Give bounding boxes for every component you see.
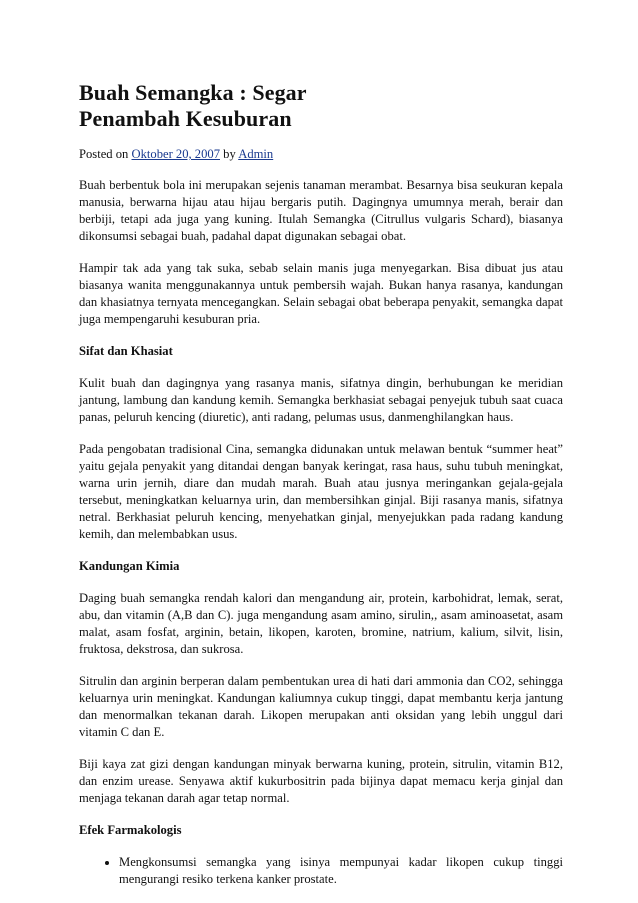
author-link[interactable]: Admin [238,147,274,161]
by-label: by [223,147,236,161]
posted-on-label: Posted on [79,147,129,161]
title-line-1: Buah Semangka : Segar [79,80,307,105]
section-heading-efek: Efek Farmakologis [79,823,182,837]
kandungan-paragraph-3: Biji kaya zat gizi dengan kandungan minyak berwarna kuning, protein, sitrulin, vitamin B12, dan enzim urease. Senyawa aktif kukurbositrin pada bijinya dapat memacu kerja ginjal dan menjaga tekanan darah agar tetap normal. [79,757,563,805]
efek-list [79,854,563,888]
section-heading-sifat: Sifat dan Khasiat [79,344,173,358]
intro-paragraph-1: Buah berbentuk bola ini merupakan sejenis tanaman merambat. Besarnya bisa seukuran kepala manusia, berwarna hijau atau hijau bergaris putih. Dagingnya umumnya merah, berair dan berbiji, tetapi ada juga yang kuning. Itulah Semangka (Citrullus vulgaris Schard), biasanya dikonsumsi sebagai buah, padahal dapat digunakan sebagai obat. [79,178,563,243]
kandungan-paragraph-1: Daging buah semangka rendah kalori dan mengandung air, protein, karbohidrat, lemak, serat, abu, dan vitamin (A,B dan C). juga mengandung asam amino, sirulin,, asam aminoasetat, asam malat, asam fosfat, arginin, betain, likopen, karoten, bromine, natrium, kalium, silvit, lisin, fruktosa, dekstrosa, dan sukrosa. [79,591,563,656]
kandungan-paragraph-2: Sitrulin dan arginin berperan dalam pembentukan urea di hati dari ammonia dan CO2, sehingga keluarnya urin meningkat. Kandungan kaliumnya cukup tinggi, dapat membantu kerja jantung dan menormalkan tekanan darah. Likopen merupakan anti oksidan yang lebih unggul dari vitamin C dan E. [79,674,563,739]
section-heading-kandungan: Kandungan Kimia [79,559,180,573]
article-title [79,80,563,132]
post-meta [79,146,563,163]
title-line-2: Penambah Kesuburan [79,106,292,131]
post-date-link[interactable]: Oktober 20, 2007 [131,147,220,161]
article [79,80,563,888]
list-item: • Mengkonsumsi semangka yang isinya mempunyai kadar likopen cukup tinggi mengurangi resiko terkena kanker prostate. [119,854,563,888]
intro-paragraph-2: Hampir tak ada yang tak suka, sebab selain manis juga menyegarkan. Bisa dibuat jus atau biasanya wanita menggunakannya untuk pembersih wajah. Bukan hanya rasanya, kandungan dan khasiatnya ternyata mencegangkan. Selain sebagai obat beberapa penyakit, semangka dapat juga mempengaruhi kesuburan pria. [79,261,563,326]
sifat-paragraph-1: Kulit buah dan dagingnya yang rasanya manis, sifatnya dingin, berhubungan ke meridian jantung, lambung dan kandung kemih. Semangka berkhasiat sebagai penyejuk tubuh saat cuaca panas, peluruh kencing (diuretic), anti radang, pelumas usus, danmenghilangkan haus. [79,376,563,424]
sifat-paragraph-2: Pada pengobatan tradisional Cina, semangka didunakan untuk melawan bentuk “summer heat” yaitu gejala penyakit yang ditandai dengan banyak keringat, rasa haus, suhu tubuh meningkat, warna urin jernih, diare dan mudah marah. Buah atau jusnya meringankan gejala-gejala tersebut, meningkatkan keluarnya urin, dan membersihkan ginjal. Biji rasanya manis, sifatnya netral. Berkhasiat peluruh kencing, menyehatkan ginjal, menyejukkan pada radang kandung kemih, dan melembabkan usus. [79,442,563,541]
